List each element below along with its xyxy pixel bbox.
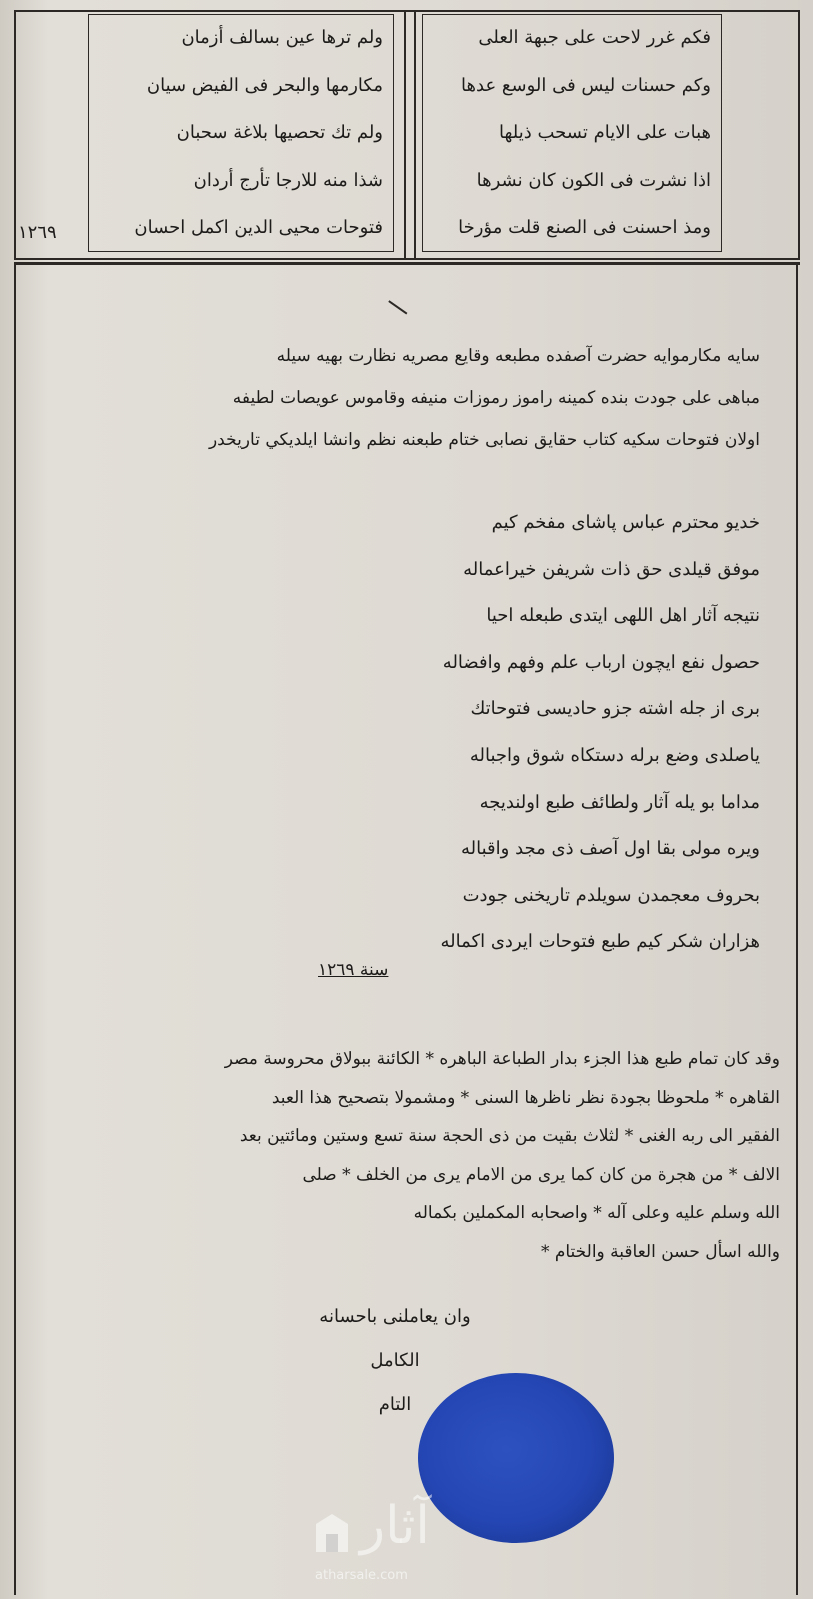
colophon-paragraph	[60, 1040, 780, 1271]
watermark-text: آثار	[360, 1496, 430, 1556]
verse-line: بحروف معجمدن سويلدم تاريخنى جودت	[462, 884, 760, 906]
ink-mark	[388, 285, 417, 314]
colophon-line: القاهره * ملحوظا بجودة نظر ناظرها السنى * ومشمولا بتصحيح هذا العبد	[271, 1087, 780, 1108]
verse-line: حصول نفع ايچون ارباب علم وفهم وافضاله	[442, 651, 760, 673]
right-border	[796, 265, 798, 1595]
verse-line: خديو محترم عباس پاشاى مفخم كيم	[491, 512, 760, 533]
watermark-logo-icon	[312, 1512, 352, 1556]
colophon-line: الله وسلم عليه وعلى آله * واصحابه المكملين بكماله	[413, 1203, 780, 1223]
verse-line: مداما بو يله آثار ولطائف طبع اولنديجه	[479, 791, 760, 813]
poem-line: وكم حسنات ليس فى الوسع عدها	[461, 74, 711, 96]
closing-line: وان يعاملنى باحسانه	[319, 1306, 471, 1327]
verse-line: نتيجه آثار اهل اللهى ايتدى طبعله احيا	[486, 605, 760, 627]
poem-line: اذا نشرت فى الكون كان نشرها	[476, 169, 711, 191]
frame-divider	[414, 10, 416, 260]
verse-line: ياصلدى وضع برله دستكاه شوق واجباله	[469, 744, 760, 766]
verse-block	[80, 500, 760, 966]
intro-line: مباهى على جودت بنده كمينه راموز رموزات منيفه وقاموس عويصات لطيفه	[232, 388, 760, 408]
watermark-url: atharsale.com	[315, 1568, 408, 1583]
blue-seal-stamp	[418, 1373, 614, 1543]
poem-line: ولم ترها عين بسالف أزمان	[181, 27, 383, 48]
poem-line: شذا منه للارجا تأرج أردان	[193, 169, 383, 191]
poem-line: هبات على الايام تسحب ذيلها	[499, 122, 711, 143]
verse-year: سنة ١٢٦٩	[318, 960, 389, 980]
verse-line: برى از جله اشته جزو حاديسى فتوحاتك	[470, 698, 760, 720]
intro-paragraph	[80, 335, 760, 461]
horizontal-rule	[14, 262, 800, 265]
poem-line: ولم تك تحصيها بلاغة سحبان	[176, 122, 383, 143]
poem-line: مكارمها والبحر فى الفيض سيان	[146, 74, 383, 96]
left-border	[14, 265, 16, 1595]
colophon-line: والله اسأل حسن العاقبة والختام *	[540, 1241, 780, 1262]
frame-divider	[404, 10, 406, 260]
colophon-line: الفقير الى ربه الغنى * لثلاث بقيت من ذى الحجة سنة تسع وستين ومائتين بعد	[239, 1126, 780, 1146]
verse-line: موفق قيلدى حق ذات شريفن خيراعماله	[463, 558, 760, 580]
poem-line: ومذ احسنت فى الصنع قلت مؤرخا	[458, 217, 711, 238]
intro-line: سايه مكارموايه حضرت آصفده مطبعه وقايع مصريه نظارت بهيه سيله	[276, 346, 760, 366]
colophon-line: وقد كان تمام طبع هذا الجزء بدار الطباعة الباهره * الكائنة ببولاق محروسة مصر	[224, 1049, 780, 1069]
verse-line: هزاران شكر كيم طبع فتوحات ايردى اكماله	[440, 931, 760, 953]
poem-line: فكم غرر لاحت على جبهة العلى	[478, 27, 711, 48]
intro-line: اولان فتوحات سكيه كتاب حقايق نصابى ختام طبعنه نظم وانشا ايلديكي تاريخدر	[208, 430, 760, 450]
poem-right-column	[422, 14, 722, 252]
closing-line: الكامل	[370, 1350, 420, 1371]
poem-year: ١٢٦٩	[18, 222, 57, 243]
poem-line: فتوحات محيى الدين اكمل احسان	[134, 217, 383, 238]
verse-line: ويره مولى بقا اول آصف ذى مجد واقباله	[461, 838, 760, 860]
closing-line: التام	[378, 1394, 412, 1415]
poem-left-column	[88, 14, 394, 252]
colophon-line: الالف * من هجرة من كان كما يرى من الامام يرى من الخلف * صلى	[302, 1164, 780, 1185]
